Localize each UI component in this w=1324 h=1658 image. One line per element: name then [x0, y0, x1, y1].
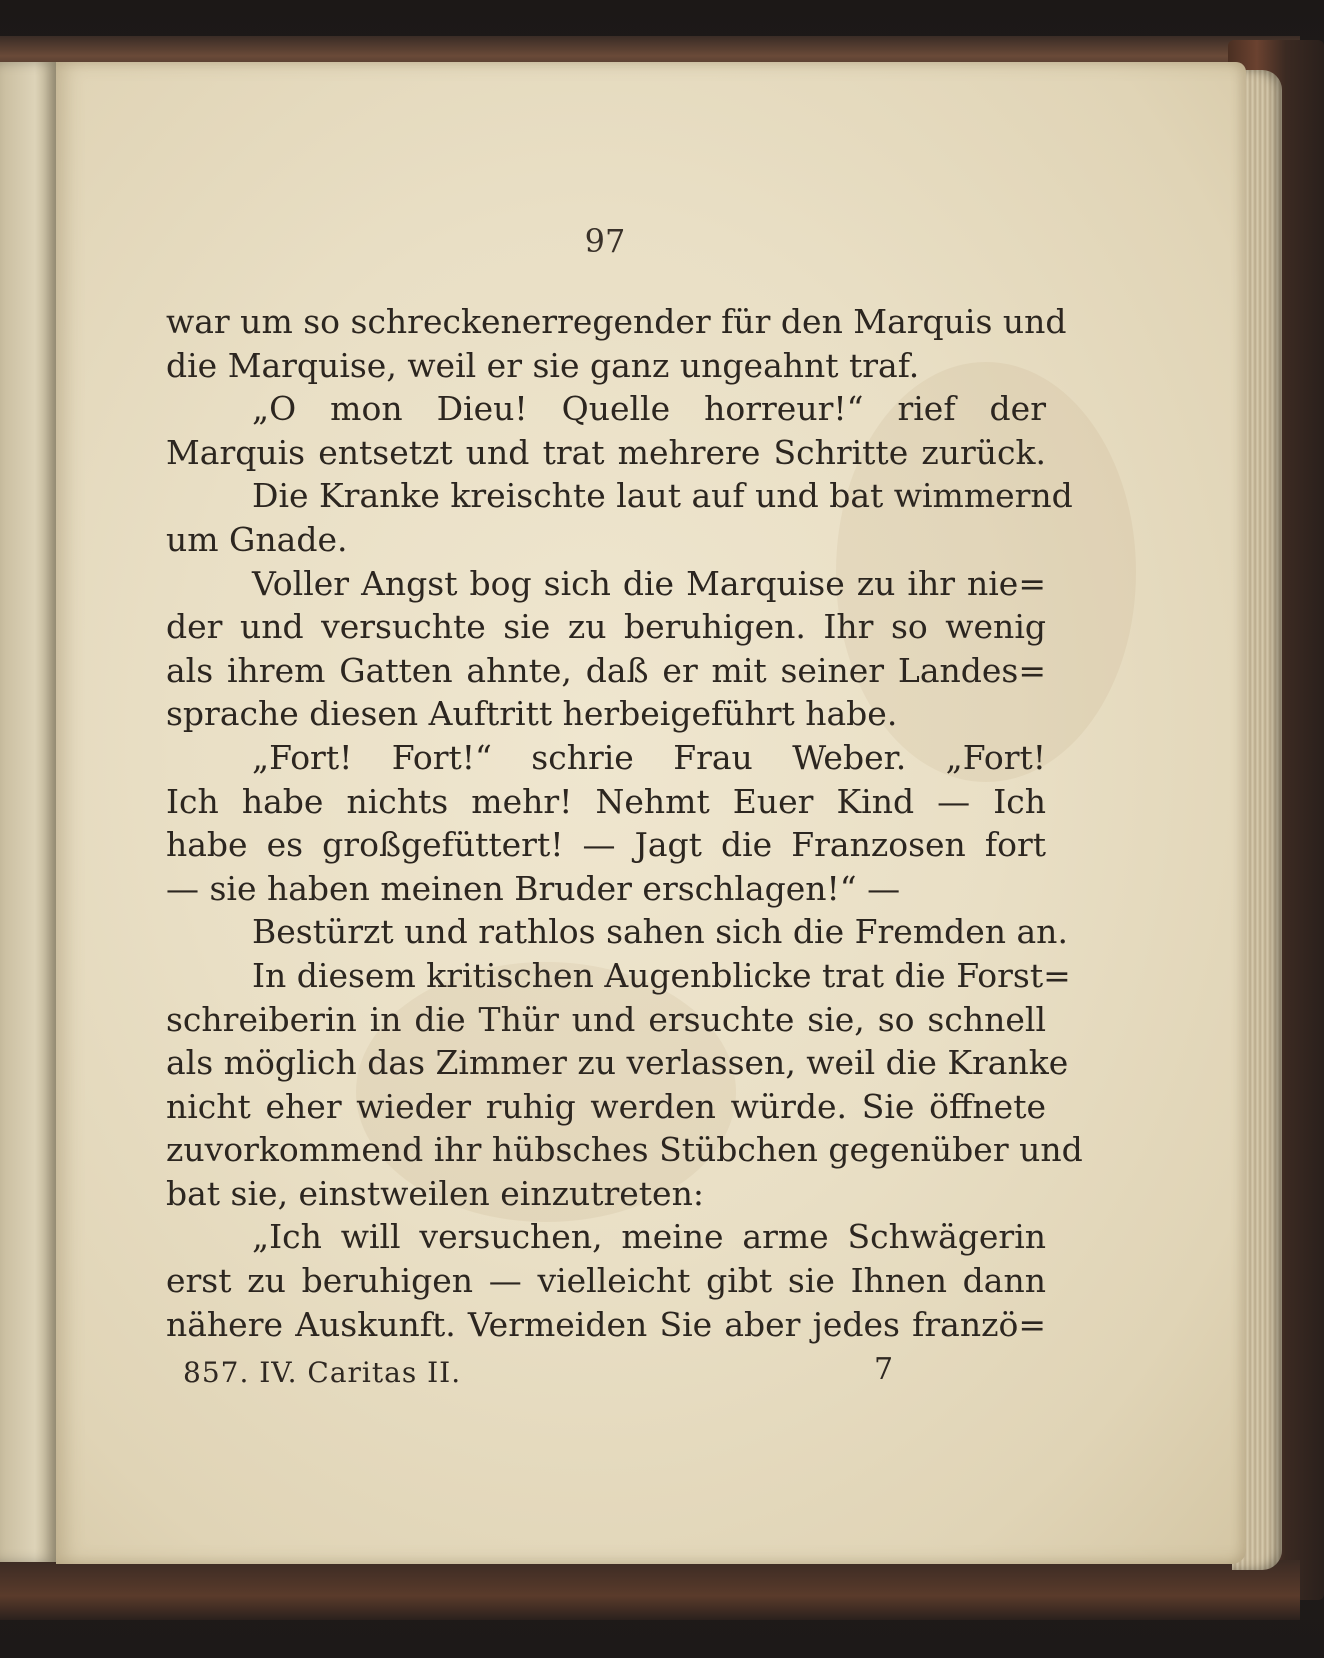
footer-sheet-number: 7 [874, 1352, 894, 1387]
text-line: habe es großgefüttert! — Jagt die Franzosen fort [166, 825, 1046, 865]
text-line: nicht eher wieder ruhig werden würde. Sie öffnete [166, 1086, 1046, 1126]
text-line: nähere Auskunft. Vermeiden Sie aber jedes franzö= [166, 1304, 1046, 1344]
book-cover-bottom [0, 1560, 1300, 1620]
text-line: um Gnade. [166, 519, 348, 559]
text-line: Voller Angst bog sich die Marquise zu ihr nie= [252, 563, 1046, 603]
text-line: sprache diesen Auftritt herbeigeführt habe. [166, 694, 898, 734]
text-line: schreiberin in die Thür und ersuchte sie, so schnell [166, 999, 1046, 1039]
text-line: Marquis entsetzt und trat mehrere Schritte zurück. [166, 432, 1046, 472]
text-line: war um so schreckenerregender für den Marquis und [166, 302, 1067, 341]
text-line: — sie haben meinen Bruder erschlagen!“ — [166, 868, 901, 908]
text-line: bat sie, einstweilen einzutreten: [166, 1173, 704, 1213]
page-number: 97 [584, 222, 626, 260]
text-line: Die Kranke kreischte laut auf und bat wimmernd [252, 476, 1073, 516]
text-line: Ich habe nichts mehr! Nehmt Euer Kind — Ich [166, 781, 1046, 821]
text-line: „Fort! Fort!“ schrie Frau Weber. „Fort! [252, 737, 1046, 777]
text-line: „O mon Dieu! Quelle horreur!“ rief der [252, 389, 1046, 429]
text-line: Bestürzt und rathlos sahen sich die Fremden an. [252, 912, 1068, 952]
text-line: als möglich das Zimmer zu verlassen, weil die Kranke [166, 1043, 1069, 1083]
text-line: „Ich will versuchen, meine arme Schwägerin [252, 1217, 1046, 1257]
text-line: die Marquise, weil er sie ganz ungeahnt traf. [166, 345, 920, 385]
left-page-edge [0, 62, 58, 1562]
text-line: als ihrem Gatten ahnte, daß er mit seiner Landes= [166, 650, 1046, 690]
text-line: zuvorkommend ihr hübsches Stübchen gegenüber und [166, 1130, 1083, 1170]
text-line: In diesem kritischen Augenblicke trat die Forst= [252, 955, 1071, 995]
body-text [166, 300, 1083, 1346]
text-line: erst zu beruhigen — vielleicht gibt sie Ihnen dann [166, 1261, 1046, 1301]
text-line: der und versuchte sie zu beruhigen. Ihr so wenig [166, 607, 1046, 647]
footer-signature: 857. IV. Caritas II. [183, 1356, 462, 1389]
